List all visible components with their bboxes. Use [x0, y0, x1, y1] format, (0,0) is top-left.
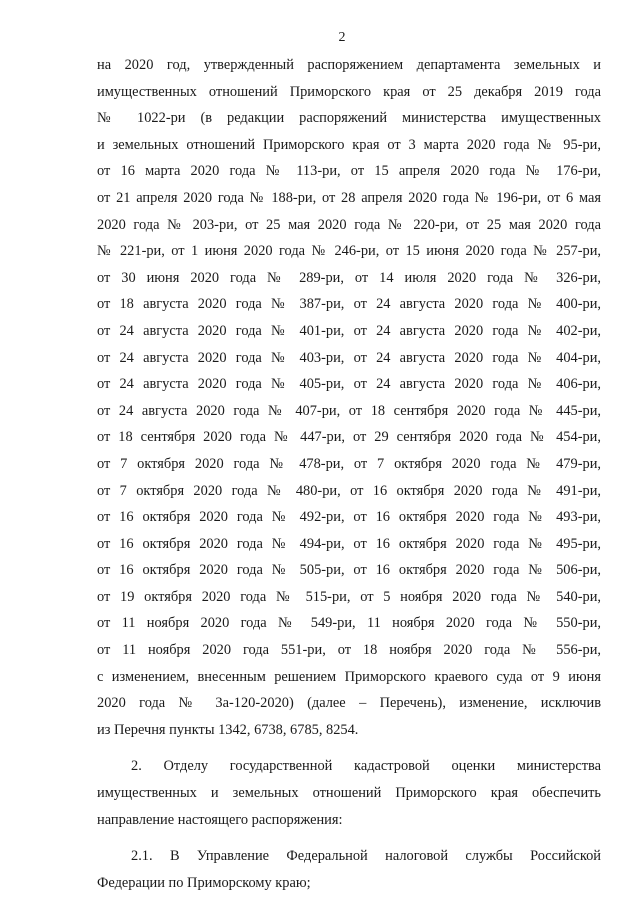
text-line: № 1022-ри (в редакции распоряжений министерства имущественных: [97, 110, 601, 127]
text-line: от 16 октября 2020 года № 492-ри, от 16 октября 2020 года № 493-ри,: [97, 509, 601, 526]
text-line: из Перечня пункты 1342, 6738, 6785, 8254.: [97, 721, 359, 738]
text-line: от 19 октября 2020 года № 515-ри, от 5 ноября 2020 года № 540-ри,: [97, 588, 601, 605]
text-line: от 24 августа 2020 года № 401-ри, от 24 августа 2020 года № 402-ри,: [97, 322, 601, 339]
text-line: на 2020 год, утвержденный распоряжением департамента земельных и: [97, 57, 601, 73]
text-line: от 18 сентября 2020 года № 447-ри, от 29 сентября 2020 года № 454-ри,: [97, 429, 601, 446]
text-line: от 16 октября 2020 года № 505-ри, от 16 октября 2020 года № 506-ри,: [97, 562, 601, 579]
text-line: направление настоящего распоряжения:: [97, 811, 343, 828]
text-line: от 11 ноября 2020 года № 549-ри, 11 ноября 2020 года № 550-ри,: [97, 615, 601, 632]
text-line: от 24 августа 2020 года № 405-ри, от 24 августа 2020 года № 406-ри,: [97, 376, 601, 393]
text-line: от 7 октября 2020 года № 480-ри, от 16 октября 2020 года № 491-ри,: [97, 482, 601, 499]
text-line: от 24 августа 2020 года № 403-ри, от 24 августа 2020 года № 404-ри,: [97, 349, 601, 366]
text-line: от 11 ноября 2020 года 551-ри, от 18 ноября 2020 года № 556-ри,: [97, 642, 601, 659]
text-line: от 16 октября 2020 года № 494-ри, от 16 октября 2020 года № 495-ри,: [97, 535, 601, 552]
text-line: 2020 года № 203-ри, от 25 мая 2020 года № 220-ри, от 25 мая 2020 года: [97, 216, 601, 233]
text-line: имущественных отношений Приморского края от 25 декабря 2019 года: [97, 83, 601, 100]
text-line: от 7 октября 2020 года № 478-ри, от 7 октября 2020 года № 479-ри,: [97, 455, 601, 472]
paragraph-2: [97, 753, 601, 833]
text-line: от 21 апреля 2020 года № 188-ри, от 28 апреля 2020 года № 196-ри, от 6 мая: [97, 189, 601, 206]
text-line: № 221-ри, от 1 июня 2020 года № 246-ри, от 15 июня 2020 года № 257-ри,: [97, 243, 601, 260]
paragraph-1: [97, 52, 601, 743]
text-line: и земельных отношений Приморского края от 3 марта 2020 года № 95-ри,: [97, 136, 601, 153]
text-line: от 18 августа 2020 года № 387-ри, от 24 августа 2020 года № 400-ри,: [97, 296, 601, 313]
text-line: имущественных и земельных отношений Приморского края обеспечить: [97, 785, 601, 802]
text-line: от 30 июня 2020 года № 289-ри, от 14 июля 2020 года № 326-ри,: [97, 269, 601, 286]
text-line: 2. Отделу государственной кадастровой оценки министерства: [131, 758, 601, 775]
text-line: с изменением, внесенным решением Приморского краевого суда от 9 июня: [97, 668, 601, 685]
text-line: Федерации по Приморскому краю;: [97, 874, 311, 891]
text-line: от 16 марта 2020 года № 113-ри, от 15 апреля 2020 года № 176-ри,: [97, 163, 601, 180]
document-body: [97, 52, 601, 896]
text-line: 2.1. В Управление Федеральной налоговой службы Российской: [131, 848, 601, 865]
text-line: от 24 августа 2020 года № 407-ри, от 18 сентября 2020 года № 445-ри,: [97, 402, 601, 419]
paragraph-3: [97, 843, 601, 896]
text-line: 2020 года № 3а-120-2020) (далее – Перечень), изменение, исключив: [97, 695, 601, 712]
page-number: 2: [338, 30, 346, 45]
